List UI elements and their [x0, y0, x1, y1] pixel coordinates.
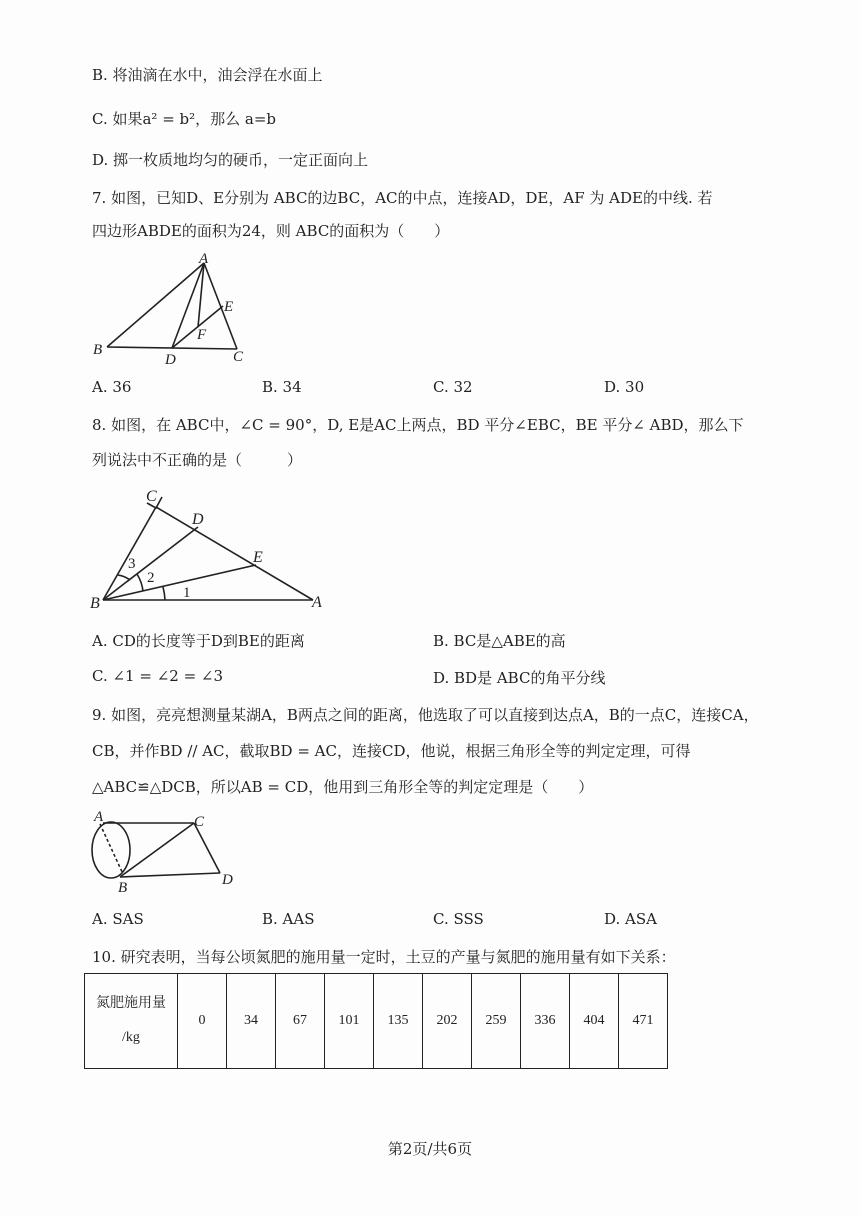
figure-q7-triangle	[90, 250, 260, 370]
label-d: D	[165, 352, 176, 368]
segment-bd	[120, 873, 220, 877]
table-cell: 135	[374, 974, 423, 1069]
q8-option-b: B. BC是△ABE的高	[433, 632, 566, 650]
table-cell: 259	[472, 974, 521, 1069]
label-b: B	[93, 342, 103, 358]
segment-ca	[156, 507, 313, 600]
table-cell: 336	[521, 974, 570, 1069]
q8-option-c: C. ∠1 = ∠2 = ∠3	[92, 667, 224, 685]
label-b: B	[118, 880, 128, 896]
table-cell: 404	[570, 974, 619, 1069]
segment-cd	[194, 823, 220, 873]
label-c: C	[194, 814, 205, 830]
table-row	[85, 974, 668, 1069]
question-10-text: 10. 研究表明，当每公顷氮肥的施用量一定时，土豆的产量与氮肥的施用量有如下关系：	[92, 948, 676, 966]
question-9-line1: 9. 如图，亮亮想测量某湖A，B两点之间的距离，他选取了可以直接到达点A，B的一点C，连接CA，	[92, 706, 759, 724]
q9-option-d: D. ASA	[604, 910, 657, 928]
angle-1-label: 1	[183, 585, 191, 601]
q8-option-d: D. BD是 ABC的角平分线	[433, 669, 606, 687]
table-cell: 202	[423, 974, 472, 1069]
segment-ab-dashed	[100, 824, 123, 874]
label-b: B	[90, 595, 100, 612]
question-7-line2: 四边形ABDE的面积为24，则 ABC的面积为（ ）	[92, 222, 450, 240]
question-8-line2: 列说法中不正确的是（ ）	[92, 451, 303, 469]
q7-option-c: C. 32	[433, 378, 473, 396]
header-line-1: 氮肥施用量	[96, 996, 166, 1011]
segment-bc	[103, 507, 156, 600]
option-d-text: D. 掷一枚质地均匀的硬币，一定正面向上	[92, 151, 369, 169]
table-cell: 34	[227, 974, 276, 1069]
header-line-2: /kg	[122, 1030, 140, 1045]
segment-cb	[120, 823, 194, 877]
table-cell: 0	[178, 974, 227, 1069]
table-cell: 101	[325, 974, 374, 1069]
option-b-text: B. 将油滴在水中，油会浮在水面上	[92, 66, 323, 84]
table-cell: 471	[619, 974, 668, 1069]
page-footer: 第2页/共6页	[387, 1140, 473, 1158]
label-d: D	[222, 872, 233, 888]
label-d: D	[192, 511, 204, 528]
question-7-line1: 7. 如图，已知D、E分别为 ABC的边BC，AC的中点，连接AD，DE，AF 为 ADE的中线. 若	[92, 189, 713, 207]
option-c-text: C. 如果a² = b²，那么 a=b	[92, 110, 277, 128]
label-f: F	[197, 327, 207, 343]
q8-option-a: A. CD的长度等于D到BE的距离	[92, 632, 305, 650]
q9-option-c: C. SSS	[433, 910, 484, 928]
question-9-line2: CB，并作BD // AC，截取BD = AC，连接CD，他说，根据三角形全等的判定定理，可得	[92, 742, 691, 760]
q7-option-b: B. 34	[262, 378, 302, 396]
q9-option-a: A. SAS	[92, 910, 144, 928]
label-a: A	[312, 594, 322, 611]
table-cell: 67	[276, 974, 325, 1069]
q9-option-b: B. AAS	[262, 910, 315, 928]
lake-ellipse	[92, 822, 130, 878]
angle-2-arc	[137, 574, 143, 591]
angle-1-arc	[163, 587, 165, 600]
figure-q8-right-triangle	[88, 484, 338, 614]
fertilizer-table	[84, 973, 668, 1069]
question-8-line1: 8. 如图，在 ABC中，∠C = 90°，D, E是AC上两点，BD 平分∠EBC，BE 平分∠ ABD，那么下	[92, 416, 744, 434]
question-9-line3: △ABC≌△DCB，所以AB = CD，他用到三角形全等的判定定理是（ ）	[92, 778, 594, 796]
angle-2-label: 2	[147, 570, 155, 586]
q7-option-a: A. 36	[92, 378, 132, 396]
label-a: A	[199, 251, 209, 267]
angle-3-arc	[118, 575, 130, 580]
label-a: A	[94, 809, 104, 825]
label-e: E	[253, 549, 263, 566]
label-e: E	[224, 299, 234, 315]
q7-option-d: D. 30	[604, 378, 645, 396]
angle-3-label: 3	[128, 556, 136, 572]
label-c: C	[233, 349, 244, 365]
label-c: C	[146, 488, 157, 505]
figure-q9-lake	[86, 806, 246, 896]
table-header-cell	[85, 974, 178, 1069]
